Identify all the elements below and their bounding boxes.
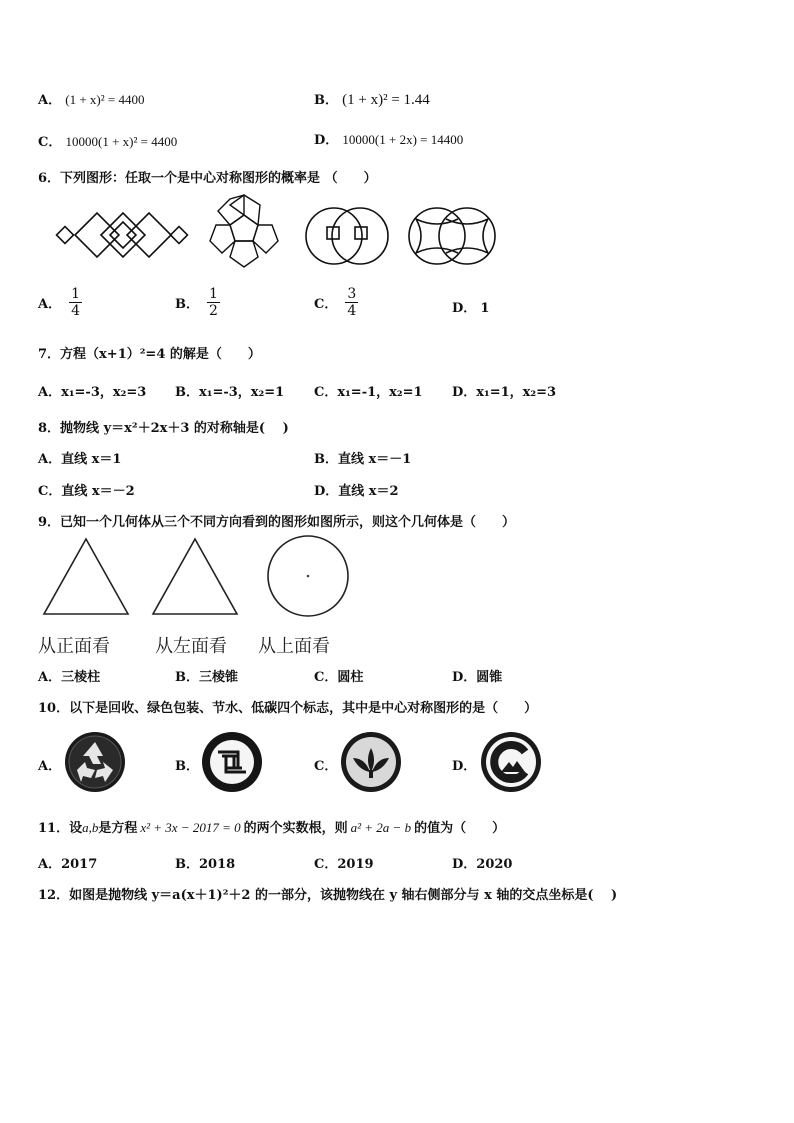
q6-option-a <box>38 286 82 319</box>
option-label: B． <box>175 297 199 312</box>
q10-option-d-label: D． <box>452 759 477 774</box>
q10-option-b-label: B． <box>175 759 199 774</box>
option-label: A． <box>38 385 62 400</box>
coins-figure <box>304 205 390 267</box>
fraction <box>345 286 358 319</box>
q9-option-b: B．三棱锥 <box>175 670 238 685</box>
option-label: C． <box>38 135 62 150</box>
q11-option-a: A．2017 <box>38 857 98 872</box>
root-1: x₁=1， <box>476 385 523 400</box>
q6-stem: 6．下列图形：任取一个是中心对称图形的概率是 （ ） <box>38 171 377 186</box>
root-2: x₂=3 <box>522 385 557 400</box>
numerator: 1 <box>209 286 218 302</box>
q12-stem: 12．如图是抛物线 y＝a(x＋1)²＋2 的一部分，该抛物线在 y 轴右侧部分与 x 轴的交点坐标是( ) <box>38 888 618 903</box>
q10-option-c-label: C． <box>314 759 338 774</box>
caption-top-view: 从上面看 <box>258 636 330 657</box>
option-label: A． <box>38 93 62 108</box>
q9-stem: 9．已知一个几何体从三个不同方向看到的图形如图所示，则这个几何体是（ ） <box>38 515 516 530</box>
q7-option-d <box>452 381 556 400</box>
q11-stem-mid2: 的两个实数根，则 <box>243 821 348 836</box>
q8-option-c: C．直线 x＝－2 <box>38 484 135 499</box>
q11-vars: a,b <box>82 820 99 835</box>
root-1: x₁=-1， <box>337 385 390 400</box>
root-1: x₁=-3， <box>61 385 113 400</box>
q9-option-a: A．三棱柱 <box>38 670 101 685</box>
q5-option-d-expr: 10000(1 + 2x) = 14400 <box>342 132 464 147</box>
q9-option-d: D．圆锥 <box>452 670 503 685</box>
q8-option-d: D．直线 x＝2 <box>314 484 399 499</box>
q7-option-b <box>175 381 284 400</box>
option-label: D． <box>452 385 477 400</box>
green-packaging-logo-icon <box>200 730 264 794</box>
root-2: x₂=1 <box>389 385 423 400</box>
q8-option-b: B．直线 x＝－1 <box>314 452 412 467</box>
q7-stem: 7．方程（x+1）²=4 的解是（ ） <box>38 347 261 362</box>
q11-stem-prefix: 11．设 <box>38 821 83 836</box>
fraction <box>69 286 82 319</box>
option-label: B． <box>314 93 338 108</box>
top-view-circle <box>264 535 354 619</box>
diamond-chain-figure <box>55 203 190 271</box>
option-label: D． <box>314 133 339 148</box>
denominator: 2 <box>209 303 218 319</box>
left-view-triangle <box>149 536 241 618</box>
q11-option-c: C．2019 <box>314 857 374 872</box>
option-label: C． <box>314 385 338 400</box>
q5-option-d <box>314 129 463 148</box>
q6-option-c <box>314 286 358 319</box>
option-label: C． <box>314 297 338 312</box>
denominator: 4 <box>71 303 81 319</box>
root-2: x₂=1 <box>250 385 285 400</box>
option-label: B． <box>175 385 199 400</box>
option-value: 1 <box>480 301 490 316</box>
q11-option-b: B．2018 <box>175 857 236 872</box>
water-saving-logo-icon <box>339 730 403 794</box>
caption-front-view: 从正面看 <box>38 636 110 657</box>
q8-option-a: A．直线 x＝1 <box>38 452 122 467</box>
q11-equation: x² + 3x − 2017 = 0 <box>140 820 241 835</box>
q5-option-b <box>314 89 430 109</box>
center-dot <box>307 575 310 578</box>
q11-expression: a² + 2a − b <box>350 820 412 835</box>
q7-option-a <box>38 381 146 400</box>
numerator: 3 <box>347 286 357 302</box>
root-2: x₂=3 <box>112 385 147 400</box>
low-carbon-logo-icon <box>479 730 543 794</box>
q10-stem: 10．以下是回收、绿色包装、节水、低碳四个标志，其中是中心对称图形的是（ ） <box>38 701 538 716</box>
q6-option-b <box>175 286 220 319</box>
pentagon-flower-figure <box>208 191 280 269</box>
interlocking-circles-figure <box>406 205 498 267</box>
q11-option-d: D．2020 <box>452 857 513 872</box>
numerator: 1 <box>71 286 81 302</box>
q8-stem: 8．抛物线 y＝x²＋2x＋3 的对称轴是( ) <box>38 421 289 436</box>
q6-option-d <box>452 297 489 316</box>
front-view-triangle <box>40 536 132 618</box>
q5-option-c-expr: 10000(1 + x)² = 4400 <box>65 134 178 149</box>
q7-option-c <box>314 381 423 400</box>
q11-stem-suffix: 的值为（ ） <box>414 821 506 836</box>
fraction <box>207 286 220 319</box>
root-1: x₁=-3， <box>199 385 251 400</box>
q10-option-a-label: A． <box>38 759 62 774</box>
denominator: 4 <box>347 303 357 319</box>
q5-option-a-expr: (1 + x)² = 4400 <box>65 92 145 107</box>
q5-option-c <box>38 131 177 150</box>
recycle-logo-icon <box>63 730 127 794</box>
q5-option-a <box>38 89 144 108</box>
caption-left-view: 从左面看 <box>155 636 227 657</box>
option-label: D． <box>452 301 477 316</box>
q9-option-c: C．圆柱 <box>314 670 364 685</box>
option-label: A． <box>38 297 62 312</box>
q11-stem <box>38 817 505 836</box>
q5-option-b-expr: (1 + x)² = 1.44 <box>342 92 430 108</box>
q11-stem-mid: 是方程 <box>98 821 138 836</box>
